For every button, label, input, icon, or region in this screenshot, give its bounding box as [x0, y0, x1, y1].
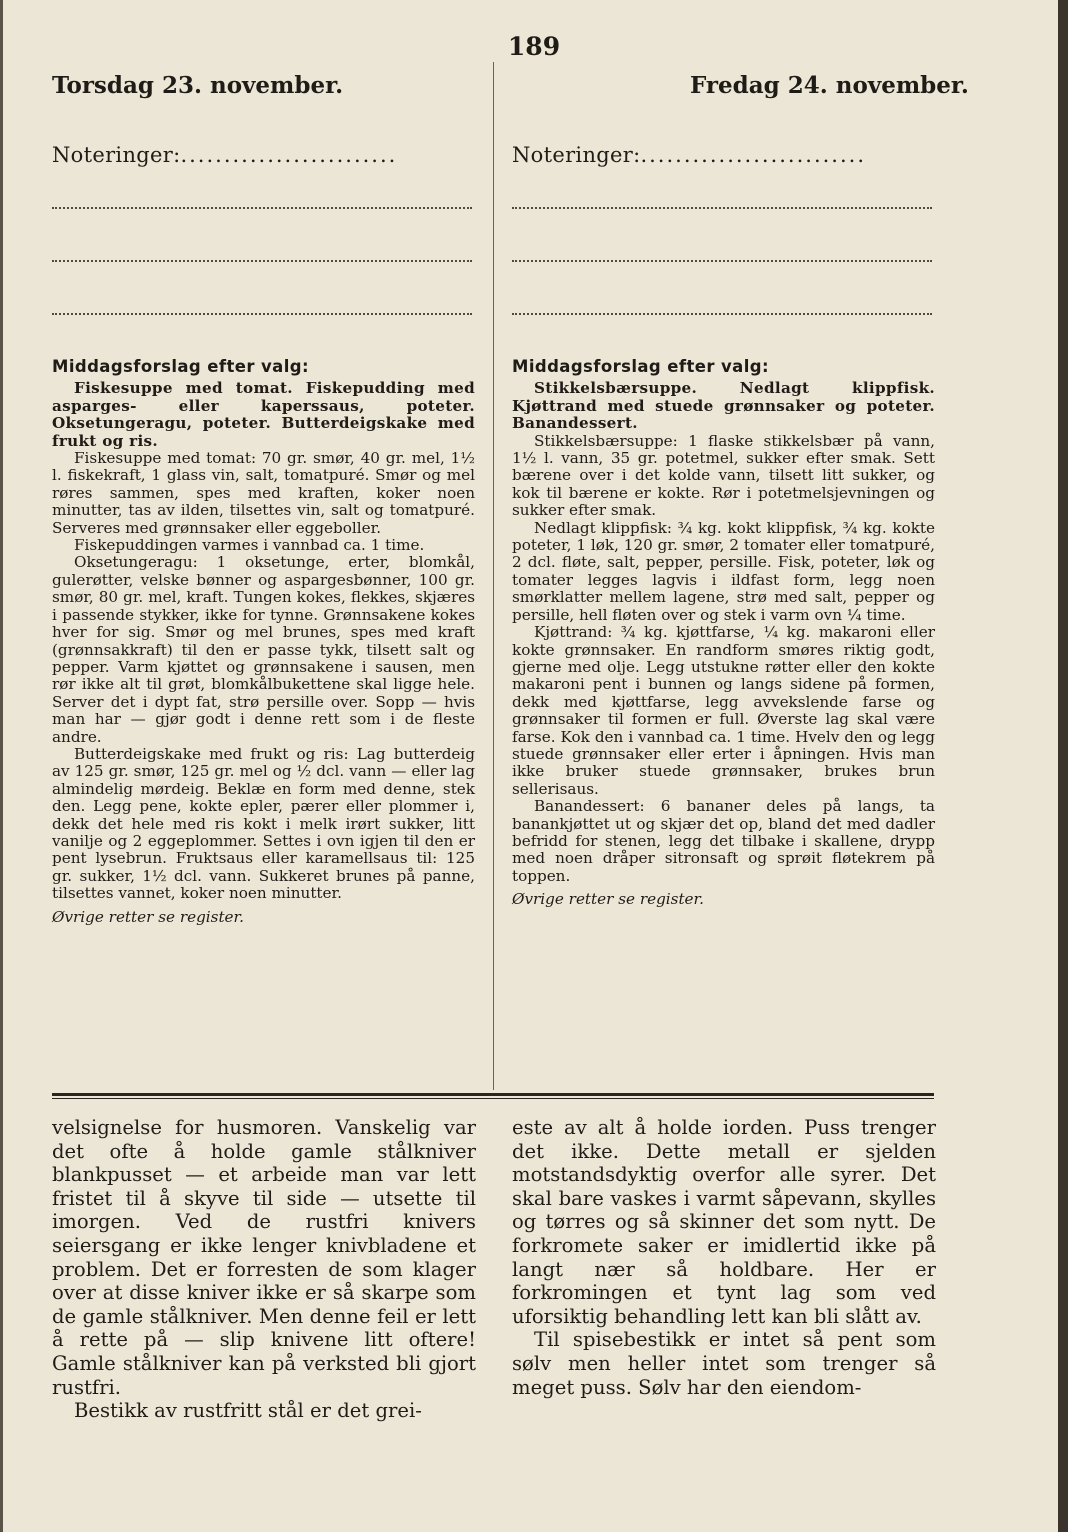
right-menu-title: Middagsforslag efter valg:	[512, 357, 769, 376]
article-left-paragraph-2: Bestikk av rustfritt stål er det grei-	[74, 1399, 422, 1423]
left-menu-summary: Fiskesuppe med tomat. Fiskepudding med asparges- eller kaperssaus, poteter. Oksetungeragu, poteter. Butterdeigskake med frukt og ris.	[52, 379, 475, 450]
right-notes-line-1	[512, 207, 932, 209]
recipe-banandessert: Banandessert: 6 bananer deles på langs, ta banankjøttet ut og skjær det op, bland det med dadler befridd for stenen, legg det tilbake i skallene, drypp med noen dråper sitronsaft og sprøit fløtekrem på toppen.	[512, 797, 935, 885]
right-menu-summary: Stikkelsbærsuppe. Nedlagt klippfisk. Kjøttrand med stuede grønnsaker og poteter. Banandessert.	[512, 379, 935, 433]
recipe-kjottrand: Kjøttrand: ¾ kg. kjøttfarse, ¼ kg. makaroni eller kokte grønnsaker. En randform smøres riktig godt, gjerne med olje. Legg utstukne røtter eller den kokte makaroni pent i bunnen og langs sidene på formen, dekk med kjøttfarse, legg avvekslende farse og grønnsaker til formen er full. Øverste lag skal være farse. Kok den i vannbad ca. 1 time. Hvelv den og legg stuede grønnsaker eller erter i åpningen. Hvis man ikke bruker stuede grønnsaker, brukes brun sellerisaus.	[512, 623, 935, 798]
article-right-paragraph-2: Til spisebestikk er intet så pent som sølv men heller intet som trenger så meget puss. Sølv har den eiendom-	[512, 1328, 936, 1399]
right-notes: Noteringer:..........................	[512, 143, 867, 167]
page-edge-right	[1058, 0, 1068, 1532]
recipe-stikkelsbaersuppe: Stikkelsbærsuppe: 1 flaske stikkelsbær på vann, 1½ l. vann, 35 gr. potetmel, sukker efter smak. Sett bærene over i det kolde vann, tilsett litt sukker, og kok til bærene er kokte. Rør i potetmelsjevningen og sukker efter smak.	[512, 431, 935, 520]
left-date-heading: Torsdag 23. november.	[52, 72, 344, 99]
recipe-fiskepudding: Fiskepuddingen varmes i vannbad ca. 1 time.	[74, 536, 425, 555]
section-rule-thin	[52, 1098, 934, 1099]
right-recipes	[512, 358, 935, 909]
right-notes-line-2	[512, 260, 932, 262]
left-register-note: Øvrige retter se register.	[52, 907, 244, 926]
right-notes-label: Noteringer:	[512, 143, 641, 167]
left-recipes	[52, 358, 475, 926]
right-notes-line-3	[512, 313, 932, 315]
left-notes-line-2	[52, 260, 472, 262]
left-notes-line-1	[52, 207, 472, 209]
page-number: 189	[507, 32, 561, 61]
article-right-paragraph-1: este av alt å holde iorden. Puss trenger det ikke. Dette metall er sjelden motstandsdyktig overfor alle syrer. Det skal bare vaskes i varmt såpevann, skylles og tørres og så skinner det som nytt. De forkromete saker er imidlertid ikke på langt nær så holdbare. Her er forkromingen et tynt lag som ved uforsiktig behandling lett kan bli slått av.	[512, 1116, 936, 1328]
section-rule-thick	[52, 1093, 934, 1096]
left-notes-line-3	[52, 313, 472, 315]
left-menu-title: Middagsforslag efter valg:	[52, 357, 309, 376]
right-register-note: Øvrige retter se register.	[512, 890, 704, 909]
page-edge-left	[0, 0, 3, 1532]
column-divider	[493, 62, 494, 1090]
recipe-butterdeigskake: Butterdeigskake med frukt og ris: Lag butterdeig av 125 gr. smør, 125 gr. mel og ½ dcl. vann — eller lag almindelig mørdeig. Beklæ en form med denne, stek den. Legg pene, kokte epler, pærer eller plommer i, dekk det hele med ris kokt i melk irørt sukker, litt vanilje og 2 eggeplommer. Settes i ovn igjen til den er pent lysebrun. Fruktsaus eller karamellsaus til: 125 gr. sukker, 1½ dcl. vann. Sukkeret brunes på panne, tilsettes vannet, koker noen minutter.	[52, 744, 475, 903]
right-date-heading: Fredag 24. november.	[690, 72, 969, 99]
article-left-paragraph-1: velsignelse for husmoren. Vanskelig var det ofte å holde gamle stålkniver blankpusset — et arbeide man var lett fristet til å skyve til side — utsette til imorgen. Ved de rustfri knivers seiersgang er ikke lenger knivbladene et problem. Det er forresten de som klager over at disse kniver ikke er så skarpe som de gamle stålkniver. Men denne feil er lett å rette på — slip knivene litt oftere! Gamle stålkniver kan på verksted bli gjort rustfri.	[52, 1116, 476, 1399]
recipe-fiskesuppe: Fiskesuppe med tomat: 70 gr. smør, 40 gr. mel, 1½ l. fiskekraft, 1 glass vin, salt, tomatpuré. Smør og mel røres sammen, spes med kraften, koker noen minutter, tas av ilden, tilsettes vin, salt og tomatpuré. Serveres med grønnsaker eller eggeboller.	[52, 449, 475, 537]
recipe-nedlagt-klippfisk: Nedlagt klippfisk: ¾ kg. kokt klippfisk, ¾ kg. kokte poteter, 1 løk, 120 gr. smør, 2 tomater eller tomatpuré, 2 dcl. fløte, salt, pepper, persille. Fisk, poteter, løk og tomater legges lagvis i ildfast form, legg noen smørklatter mellem lagene, strø med salt, pepper og persille, hell fløten over og stek i varm ovn ¼ time.	[512, 518, 935, 624]
left-notes: Noteringer:.........................	[52, 143, 398, 167]
recipe-oksetungeragu: Oksetungeragu: 1 oksetunge, erter, blomkål, gulerøtter, velske bønner og aspargesbønner, 100 gr. smør, 80 gr. mel, kraft. Tungen kokes, flekkes, skjæres i passende stykker, ikke for tynne. Grønnsakene kokes hver for sig. Smør og mel brunes, spes med kraft (grønnsakkraft) til den er passe tykk, tilsett salt og pepper. Varm kjøttet og grønnsakene i sausen, men rør ikke alt til grøt, blomkålbukettene skal ligge hele. Server det i dypt fat, strø persille over. Sopp — hvis man har — gjør godt i denne rett som i de fleste andre.	[52, 553, 475, 746]
article-left-column	[52, 1116, 476, 1423]
article-right-column	[512, 1116, 936, 1399]
left-notes-label: Noteringer:	[52, 143, 181, 167]
